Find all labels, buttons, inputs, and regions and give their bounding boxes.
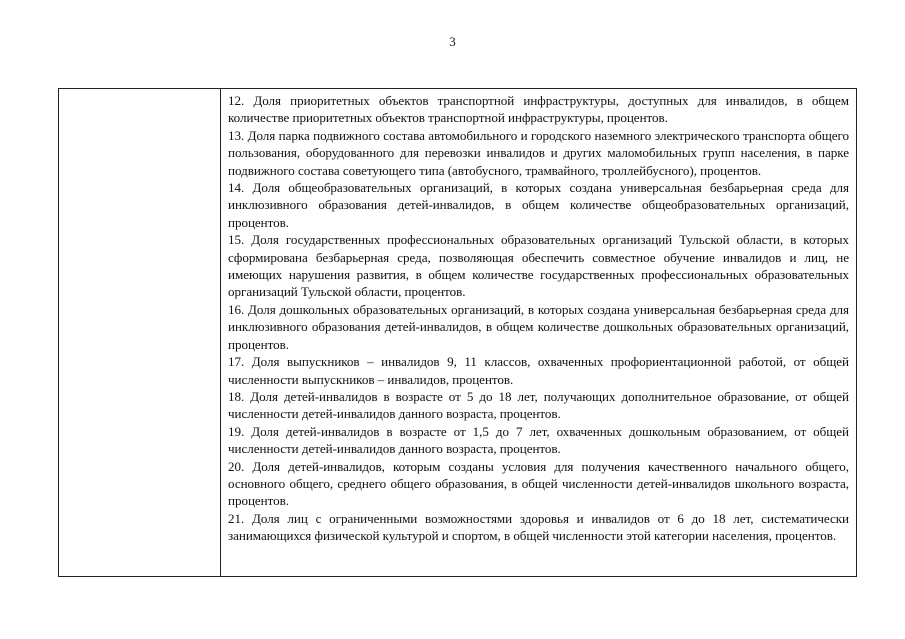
indicator-item-20: 20. Доля детей-инвалидов, которым созданы условия для получения качественного начального общего, основного общего, среднего общего образования, в общей численности детей-инвалидов школьного возраста, процентов. xyxy=(228,458,849,509)
indicator-item-15: 15. Доля государственных профессиональных образовательных организаций Тульской области, в которых сформирована безбарьерная среда, позволяющая обеспечить совместное обучение инвалидов и лиц, не имеющих нарушения развития, в общем количестве государственных профессиональных образовательных организаций Тульской области, процентов. xyxy=(228,232,849,300)
table-left-cell xyxy=(59,89,221,576)
table-right-cell xyxy=(221,89,856,576)
indicator-table xyxy=(58,88,857,577)
indicator-item-12: 12. Доля приоритетных объектов транспортной инфраструктуры, доступных для инвалидов, в общем количестве приоритетных объектов транспортной инфраструктуры, процентов. xyxy=(228,93,849,126)
indicator-item-13: 13. Доля парка подвижного состава автомобильного и городского наземного электрического транспорта общего пользования, оборудованного для перевозки инвалидов и других маломобильных групп населения, в парке подвижного состава советующего типа (автобусного, трамвайного, троллейбусного), процентов. xyxy=(228,127,849,178)
page-number: 3 xyxy=(449,34,456,49)
indicator-item-18: 18. Доля детей-инвалидов в возрасте от 5 до 18 лет, получающих дополнительное образование, от общей численности детей-инвалидов данного возраста, процентов. xyxy=(228,388,849,422)
indicator-item-14: 14. Доля общеобразовательных организаций, в которых создана универсальная безбарьерная среда для инклюзивного образования детей-инвалидов, в общем количестве общеобразовательных организаций, процентов. xyxy=(228,180,849,230)
indicator-item-21: 21. Доля лиц с ограниченными возможностями здоровья и инвалидов от 6 до 18 лет, систематически занимающихся физической культурой и спортом, в общей численности этой категории населения, процентов. xyxy=(228,510,849,544)
indicator-item-19: 19. Доля детей-инвалидов в возрасте от 1,5 до 7 лет, охваченных дошкольным образованием, от общей численности детей-инвалидов данного возраста, процентов. xyxy=(228,423,849,457)
indicator-item-17: 17. Доля выпускников – инвалидов 9, 11 классов, охваченных профориентационной работой, от общей численности выпускников – инвалидов, процентов. xyxy=(228,354,849,387)
indicator-item-16: 16. Доля дошкольных образовательных организаций, в которых создана универсальная безбарьерная среда для инклюзивного образования детей-инвалидов, в общем количестве дошкольных образовательных организаций, процентов. xyxy=(228,301,849,352)
